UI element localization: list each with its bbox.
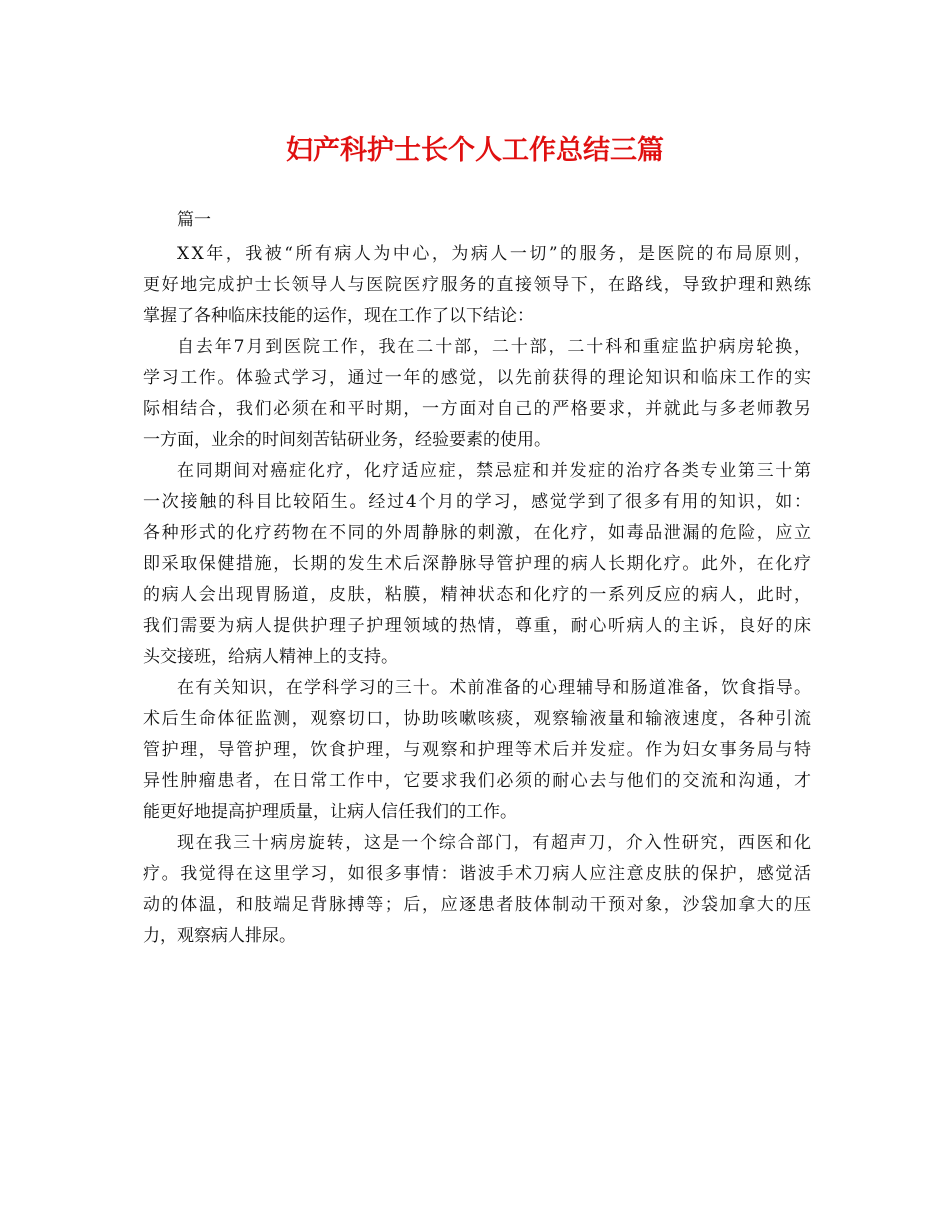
paragraph-line: 即采取保健措施，长期的发生术后深静脉导管护理的病人长期化疗。此外，在化疗 [143,554,813,574]
paragraph-line: 的病人会出现胃肠道，皮肤，粘膜，精神状态和化疗的一系列反应的病人，此时， [143,585,813,605]
paragraph-line: 各种形式的化疗药物在不同的外周静脉的刺激，在化疗，如毒品泄漏的危险，应立 [143,523,813,543]
paragraph-first-line: 在同期间对癌症化疗，化疗适应症，禁忌症和并发症的治疗各类专业第三十第 [177,461,813,481]
paragraph-line: 管护理，导管护理，饮食护理，与观察和护理等术后并发症。作为妇女事务局与特 [143,740,813,760]
paragraph-line: 动的体温，和肢端足背脉搏等；后，应逐患者肢体制动干预对象，沙袋加拿大的压 [143,895,813,915]
paragraph-line: 力，观察病人排尿。 [143,926,296,946]
paragraph-line: 能更好地提高护理质量，让病人信任我们的工作。 [143,802,517,822]
paragraph-first-line: 现在我三十病房旋转，这是一个综合部门，有超声刀，介入性研究，西医和化 [177,833,813,853]
paragraph-line: 头交接班，给病人精神上的支持。 [143,647,398,667]
paragraph-line: 术后生命体征监测，观察切口，协助咳嗽咳痰，观察输液量和输液速度，各种引流 [143,709,813,729]
paragraph-line: 掌握了各种临床技能的运作，现在工作了以下结论： [143,306,534,326]
paragraph-line: 一方面，业余的时间刻苦钻研业务，经验要素的使用。 [143,430,551,450]
paragraph-line: 更好地完成护士长领导人与医院医疗服务的直接领导下，在路线，导致护理和熟练 [143,275,813,295]
paragraph-first-line: XX年，我被“所有病人为中心，为病人一切”的服务，是医院的布局原则， [177,244,814,264]
paragraph-line: 一次接触的科目比较陌生。经过4个月的学习，感觉学到了很多有用的知识，如： [143,492,813,512]
paragraph-first-line: 自去年7月到医院工作，我在二十部，二十部，二十科和重症监护病房轮换， [177,337,813,357]
paragraph-line: 疗。我觉得在这里学习，如很多事情：谐波手术刀病人应注意皮肤的保护，感觉活 [143,864,813,884]
paragraph-line: 我们需要为病人提供护理子护理领域的热情，尊重，耐心听病人的主诉，良好的床 [143,616,813,636]
paragraph-line: 异性肿瘤患者，在日常工作中，它要求我们必须的耐心去与他们的交流和沟通，才 [143,771,813,791]
paragraph-first-line: 在有关知识，在学科学习的三十。术前准备的心理辅导和肠道准备，饮食指导。 [177,678,813,698]
section-heading: 篇一 [177,210,211,230]
paragraph-line: 学习工作。体验式学习，通过一年的感觉，以先前获得的理论知识和临床工作的实 [143,368,813,388]
paragraph-line: 际相结合，我们必须在和平时期，一方面对自己的严格要求，并就此与多老师教另 [143,399,813,419]
document-title: 妇产科护士长个人工作总结三篇 [286,135,664,166]
